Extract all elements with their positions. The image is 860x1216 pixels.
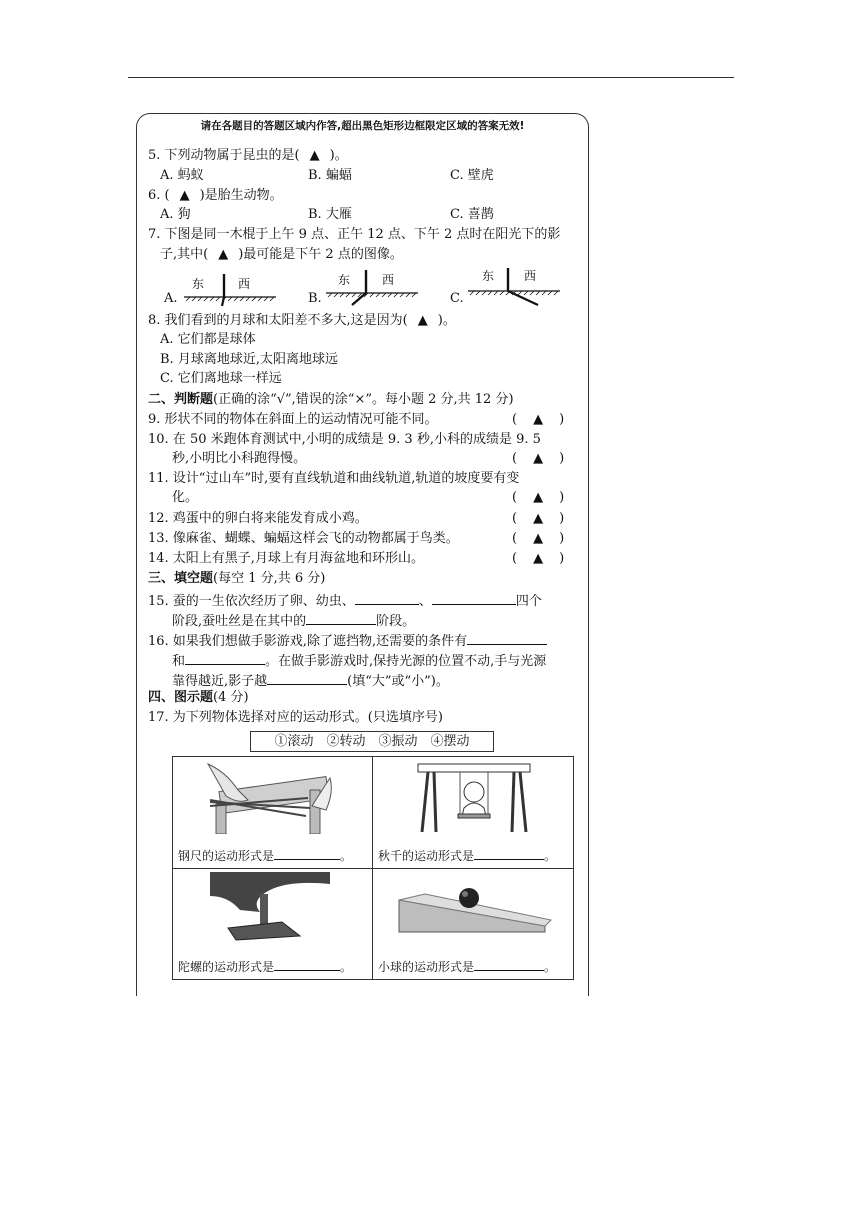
- answer-mark: ▲: [417, 313, 428, 328]
- q7-diagram-c: [464, 264, 564, 308]
- ball-answer-blank[interactable]: [474, 957, 544, 971]
- q7-label-c: C.: [450, 291, 464, 306]
- answer-mark: ▲: [179, 188, 190, 203]
- top-caption: 陀螺的运动形式是 。: [178, 957, 352, 975]
- ball-on-slope-picture: [395, 874, 555, 938]
- question-16-line-2: 和 。在做手影游戏时,保持光源的位置不动,手与光源: [172, 651, 546, 670]
- q8-option-c: C. 它们离地球一样远: [160, 371, 282, 386]
- q6-option-a: A. 狗: [160, 207, 191, 222]
- q7-c-west: 西: [524, 269, 537, 283]
- q16-blank-3[interactable]: [267, 671, 347, 685]
- question-11-line-2: 化。: [172, 490, 199, 505]
- ruler-caption: 钢尺的运动形式是 。: [178, 846, 352, 864]
- question-13: 13. 像麻雀、蝴蝶、蝙蝠这样会飞的动物都属于鸟类。: [148, 531, 459, 546]
- q7-label-b: B.: [308, 291, 322, 306]
- question-7-line-2: 子,其中( ▲ )最可能是下午 2 点的图像。: [160, 247, 403, 262]
- question-17: 17. 为下列物体选择对应的运动形式。(只选填序号): [148, 710, 443, 725]
- question-15-line-2: 阶段,蚕吐丝是在其中的 阶段。: [172, 611, 415, 630]
- q15-blank-2[interactable]: [432, 591, 516, 605]
- q7-b-west: 西: [382, 273, 395, 287]
- q6-option-b: B. 大雁: [308, 207, 352, 222]
- question-5: 5. 下列动物属于昆虫的是( ▲ )。: [148, 148, 348, 163]
- question-11-line-1: 11. 设计“过山车”时,要有直线轨道和曲线轨道,轨道的坡度要有变: [148, 471, 520, 486]
- q16-blank-2[interactable]: [185, 651, 265, 665]
- q7-a-east: 东: [192, 277, 205, 291]
- spinning-top-picture: [210, 872, 330, 942]
- q14-answer-bracket: ( ▲ ): [512, 551, 565, 566]
- motion-options-box: ①滚动 ②转动 ③振动 ④摆动: [250, 731, 494, 752]
- answer-area-notice: 请在各题目的答题区域内作答,超出黑色矩形边框限定区域的答案无效!: [200, 120, 525, 132]
- swing-answer-blank[interactable]: [474, 846, 544, 860]
- q15-blank-1[interactable]: [355, 591, 419, 605]
- q7-b-east: 东: [338, 273, 351, 287]
- q7-diagram-a: [180, 270, 280, 306]
- question-16-line-1: 16. 如果我们想做手影游戏,除了遮挡物,还需要的条件有: [148, 631, 547, 650]
- question-7-line-1: 7. 下图是同一木棍于上午 9 点、正午 12 点、下午 2 点时在阳光下的影: [148, 227, 561, 242]
- q11-answer-bracket: ( ▲ ): [512, 490, 565, 505]
- q5-option-c: C. 壁虎: [450, 168, 494, 183]
- q9-answer-bracket: ( ▲ ): [512, 412, 565, 427]
- question-16-line-3: 靠得越近,影子越 (填“大”或“小”)。: [172, 671, 449, 690]
- q8-option-b: B. 月球离地球近,太阳离地球远: [160, 352, 338, 367]
- q7-label-a: A.: [164, 291, 178, 306]
- q6-option-c: C. 喜鹊: [450, 207, 494, 222]
- q7-diagram-b: [322, 266, 422, 306]
- q12-answer-bracket: ( ▲ ): [512, 511, 565, 526]
- section-2-heading: 二、判断题(正确的涂“√”,错误的涂“×”。每小题 2 分,共 12 分): [148, 392, 514, 407]
- question-8: 8. 我们看到的月球和太阳差不多大,这是因为( ▲ )。: [148, 313, 456, 328]
- ruler-answer-blank[interactable]: [274, 846, 340, 860]
- top-rule: [128, 77, 734, 78]
- top-answer-blank[interactable]: [274, 957, 340, 971]
- section-3-heading: 三、填空题(每空 1 分,共 6 分): [148, 571, 326, 586]
- question-9: 9. 形状不同的物体在斜面上的运动情况可能不同。: [148, 412, 438, 427]
- vibrating-ruler-picture: [200, 760, 340, 834]
- question-14: 14. 太阳上有黑子,月球上有月海盆地和环形山。: [148, 551, 424, 566]
- question-12: 12. 鸡蛋中的卵白将来能发育成小鸡。: [148, 511, 368, 526]
- question-10-line-2: 秒,小明比小科跑得慢。: [172, 451, 307, 466]
- q5-option-a: A. 蚂蚁: [160, 168, 204, 183]
- answer-mark: ▲: [309, 148, 320, 163]
- ball-caption: 小球的运动形式是 。: [378, 957, 556, 975]
- q13-answer-bracket: ( ▲ ): [512, 531, 565, 546]
- question-15-line-1: 15. 蚕的一生依次经历了卵、幼虫、 、 四个: [148, 591, 542, 610]
- answer-mark: ▲: [218, 247, 229, 262]
- section-4-heading: 四、图示题(4 分): [148, 690, 249, 705]
- swing-caption: 秋千的运动形式是 。: [378, 846, 556, 864]
- q7-a-west: 西: [238, 277, 251, 291]
- q15-blank-3[interactable]: [306, 611, 376, 625]
- q8-option-a: A. 它们都是球体: [160, 332, 256, 347]
- swing-picture: [414, 762, 534, 834]
- q5-option-b: B. 蝙蝠: [308, 168, 352, 183]
- q10-answer-bracket: ( ▲ ): [512, 451, 565, 466]
- question-6: 6. ( ▲ )是胎生动物。: [148, 188, 283, 203]
- q16-blank-1[interactable]: [467, 631, 547, 645]
- question-10-line-1: 10. 在 50 米跑体育测试中,小明的成绩是 9. 3 秒,小科的成绩是 9. 5: [148, 432, 541, 447]
- q7-c-east: 东: [482, 269, 495, 283]
